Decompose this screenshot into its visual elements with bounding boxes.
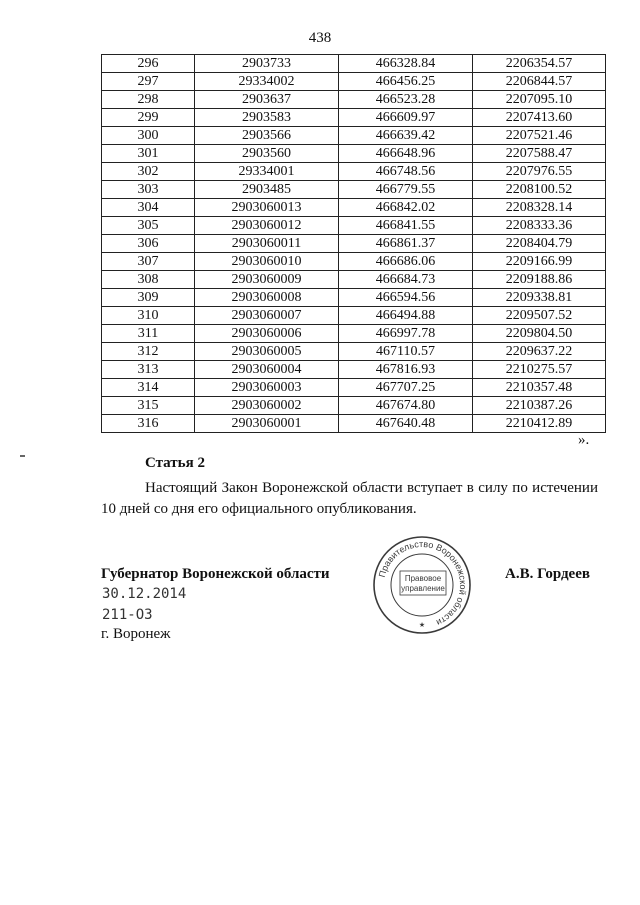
y-coordinate-cell: 2207588.47 [473,145,606,163]
y-coordinate-cell: 2208100.52 [473,181,606,199]
x-coordinate-cell: 466494.88 [339,307,473,325]
x-coordinate-cell: 466997.78 [339,325,473,343]
y-coordinate-cell: 2207976.55 [473,163,606,181]
point-number-cell: 299 [102,109,195,127]
law-number: 211-ОЗ [102,607,153,623]
table-row [102,253,606,271]
x-coordinate-cell: 466779.55 [339,181,473,199]
point-number-cell: 316 [102,415,195,433]
point-number-cell: 297 [102,73,195,91]
point-id-cell: 29334001 [195,163,339,181]
coordinates-table-body [102,55,606,433]
point-id-cell: 2903560 [195,145,339,163]
point-number-cell: 314 [102,379,195,397]
y-coordinate-cell: 2208328.14 [473,199,606,217]
point-number-cell: 305 [102,217,195,235]
point-id-cell: 2903060005 [195,343,339,361]
point-id-cell: 2903485 [195,181,339,199]
table-row [102,415,606,433]
table-row [102,163,606,181]
table-row [102,199,606,217]
table-row [102,181,606,199]
x-coordinate-cell: 466686.06 [339,253,473,271]
point-number-cell: 302 [102,163,195,181]
point-id-cell: 2903060002 [195,397,339,415]
point-number-cell: 313 [102,361,195,379]
point-id-cell: 2903733 [195,55,339,73]
seal-inner-line-1: Правовое [404,574,442,583]
x-coordinate-cell: 466328.84 [339,55,473,73]
x-coordinate-cell: 466861.37 [339,235,473,253]
point-number-cell: 303 [102,181,195,199]
point-id-cell: 2903060003 [195,379,339,397]
point-id-cell: 2903060001 [195,415,339,433]
point-id-cell: 2903637 [195,91,339,109]
table-row [102,127,606,145]
governor-name: А.В. Гордеев [505,566,590,582]
table-row [102,361,606,379]
point-number-cell: 308 [102,271,195,289]
table-row [102,109,606,127]
x-coordinate-cell: 467110.57 [339,343,473,361]
x-coordinate-cell: 466456.25 [339,73,473,91]
point-number-cell: 310 [102,307,195,325]
point-id-cell: 2903060007 [195,307,339,325]
y-coordinate-cell: 2207521.46 [473,127,606,145]
point-number-cell: 300 [102,127,195,145]
y-coordinate-cell: 2209188.86 [473,271,606,289]
seal-inner-line-2: управление [401,584,445,593]
y-coordinate-cell: 2209804.50 [473,325,606,343]
closing-quote: ». [578,432,590,448]
table-row [102,73,606,91]
seal-outer-text: Правительство Воронежской области [376,538,469,628]
point-id-cell: 2903060008 [195,289,339,307]
page-number: 438 [308,30,332,46]
point-number-cell: 304 [102,199,195,217]
point-number-cell: 311 [102,325,195,343]
x-coordinate-cell: 466684.73 [339,271,473,289]
x-coordinate-cell: 466523.28 [339,91,473,109]
x-coordinate-cell: 467816.93 [339,361,473,379]
x-coordinate-cell: 466639.42 [339,127,473,145]
point-id-cell: 29334002 [195,73,339,91]
y-coordinate-cell: 2206844.57 [473,73,606,91]
y-coordinate-cell: 2210357.48 [473,379,606,397]
table-row [102,271,606,289]
point-id-cell: 2903060011 [195,235,339,253]
y-coordinate-cell: 2209338.81 [473,289,606,307]
table-row [102,343,606,361]
x-coordinate-cell: 466842.02 [339,199,473,217]
y-coordinate-cell: 2209166.99 [473,253,606,271]
point-id-cell: 2903060006 [195,325,339,343]
point-id-cell: 2903060013 [195,199,339,217]
point-number-cell: 307 [102,253,195,271]
y-coordinate-cell: 2210275.57 [473,361,606,379]
y-coordinate-cell: 2208404.79 [473,235,606,253]
x-coordinate-cell: 467640.48 [339,415,473,433]
coordinates-table [101,54,606,433]
x-coordinate-cell: 466609.97 [339,109,473,127]
y-coordinate-cell: 2210412.89 [473,415,606,433]
y-coordinate-cell: 2210387.26 [473,397,606,415]
signing-date: 30.12.2014 [102,586,187,602]
y-coordinate-cell: 2207413.60 [473,109,606,127]
table-row [102,55,606,73]
x-coordinate-cell: 466594.56 [339,289,473,307]
article-heading: Статья 2 [145,455,205,471]
x-coordinate-cell: 467707.25 [339,379,473,397]
point-number-cell: 312 [102,343,195,361]
governor-title: Губернатор Воронежской области [101,566,330,582]
point-number-cell: 301 [102,145,195,163]
point-number-cell: 306 [102,235,195,253]
x-coordinate-cell: 466748.56 [339,163,473,181]
point-number-cell: 298 [102,91,195,109]
table-row [102,91,606,109]
official-seal [372,535,472,635]
seal-star-icon: ★ [418,621,426,629]
point-id-cell: 2903060004 [195,361,339,379]
x-coordinate-cell: 466648.96 [339,145,473,163]
margin-mark [20,455,25,457]
table-row [102,145,606,163]
signing-city: г. Воронеж [101,626,171,642]
y-coordinate-cell: 2209507.52 [473,307,606,325]
y-coordinate-cell: 2208333.36 [473,217,606,235]
y-coordinate-cell: 2207095.10 [473,91,606,109]
table-row [102,325,606,343]
point-id-cell: 2903583 [195,109,339,127]
x-coordinate-cell: 467674.80 [339,397,473,415]
point-id-cell: 2903060012 [195,217,339,235]
point-number-cell: 296 [102,55,195,73]
y-coordinate-cell: 2209637.22 [473,343,606,361]
y-coordinate-cell: 2206354.57 [473,55,606,73]
table-row [102,289,606,307]
table-row [102,217,606,235]
table-row [102,307,606,325]
point-number-cell: 309 [102,289,195,307]
point-id-cell: 2903566 [195,127,339,145]
table-row [102,235,606,253]
x-coordinate-cell: 466841.55 [339,217,473,235]
point-number-cell: 315 [102,397,195,415]
table-row [102,379,606,397]
article-text: Настоящий Закон Воронежской области вступает в силу по истечении 10 дней со дня его официального опубликования. [101,480,598,517]
table-row [102,397,606,415]
point-id-cell: 2903060009 [195,271,339,289]
point-id-cell: 2903060010 [195,253,339,271]
